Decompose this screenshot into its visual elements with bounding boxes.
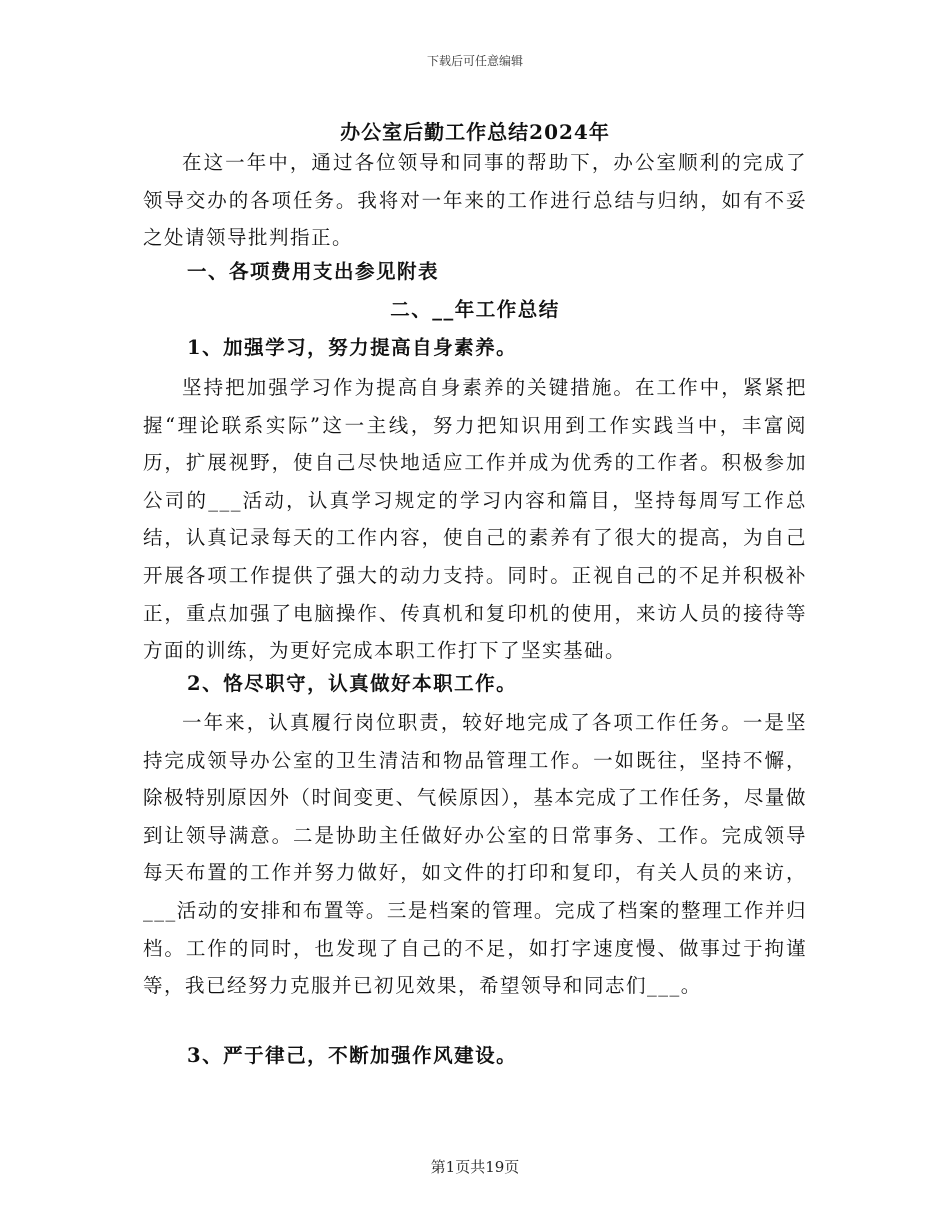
item-heading-study: 1、加强学习，努力提高自身素养。: [187, 336, 518, 359]
item-paragraph-study: 坚持把加强学习作为提高自身素养的关键措施。在工作中，紧紧把握“理论联系实际”这一主线，努力把知识用到工作实践当中，丰富阅历，扩展视野，使自己尽快地适应工作并成为优秀的工作者。积极参加公司的___活动，认真学习规定的学习内容和篇目，坚持每周写工作总结，认真记录每天的工作内容，使自己的素养有了很大的提高，为自己开展各项工作提供了强大的动力支持。同时。正视自己的不足并积极补正，重点加强了电脑操作、传真机和复印机的使用，来访人员的接待等方面的训练，为更好完成本职工作打下了坚实基础。: [143, 376, 807, 663]
item-paragraph-duty: 一年来，认真履行岗位职责，较好地完成了各项工作任务。一是坚持完成领导办公室的卫生清洁和物品管理工作。一如既往，坚持不懈，除极特别原因外（时间变更、气候原因），基本完成了工作任务，尽量做到让领导满意。二是协助主任做好办公室的日常事务、工作。完成领导每天布置的工作并努力做好，如文件的打印和复印，有关人员的来访，___活动的安排和布置等。三是档案的管理。完成了档案的整理工作并归档。工作的同时，也发现了自己的不足，如打字速度慢、做事过于拘谨等，我已经努力克服并已初见效果，希望领导和同志们___。: [143, 711, 807, 998]
section-heading-expenses: 一、各项费用支出参见附表: [187, 260, 440, 283]
page-header-note: 下载后可任意编辑: [426, 54, 523, 68]
page-footer-number: 第1页共19页: [430, 1158, 520, 1176]
intro-paragraph: 在这一年中，通过各位领导和同事的帮助下，办公室顺利的完成了领导交办的各项任务。我将对一年来的工作进行总结与归纳，如有不妥之处请领导批判指正。: [143, 151, 807, 250]
item-heading-discipline: 3、严于律己，不断加强作风建设。: [187, 1044, 518, 1067]
section-heading-work-summary: 二、__年工作总结: [390, 298, 560, 321]
item-heading-duty: 2、恪尽职守，认真做好本职工作。: [187, 672, 518, 695]
document-title: 办公室后勤工作总结2024年: [340, 120, 610, 144]
